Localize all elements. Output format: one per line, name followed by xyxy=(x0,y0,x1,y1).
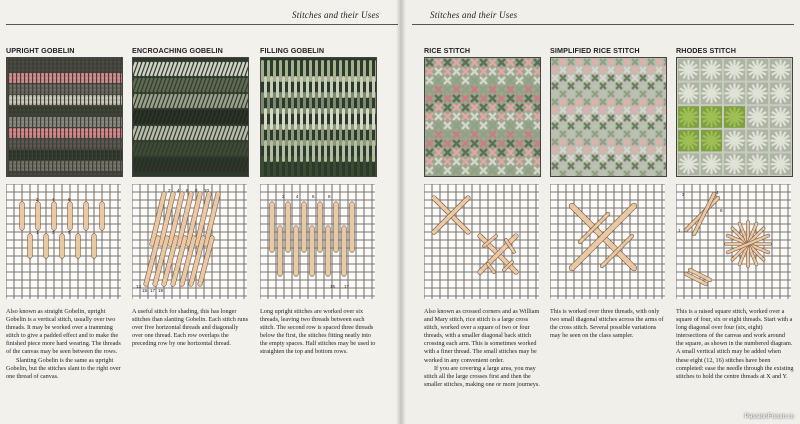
rice-stitch-diagram xyxy=(424,184,539,299)
svg-text:4: 4 xyxy=(296,194,299,199)
svg-text:8: 8 xyxy=(195,188,198,193)
right-running-head: Stitches and their Uses xyxy=(430,10,518,20)
encroaching-gobelin-swatch-image xyxy=(132,57,249,177)
left-running-head: Stitches and their Uses xyxy=(292,10,380,20)
upright-gobelin-diagram xyxy=(6,184,121,299)
svg-text:5: 5 xyxy=(68,230,71,235)
svg-text:3: 3 xyxy=(52,230,55,235)
svg-text:19: 19 xyxy=(158,288,164,293)
stitch-description xyxy=(132,308,250,348)
left-header-rule xyxy=(6,24,398,25)
stitch-description xyxy=(6,308,124,381)
svg-text:2: 2 xyxy=(168,188,171,193)
description-paragraph: Long upright stitches are worked over six threads, leaving two threads between each stitch. The second row is spaced three threads below the first, the stitches fitting neatly into the empty spaces. Half stitches may be used to straighten the top and bottom rows. xyxy=(260,308,376,356)
simplified-rice-stitch-swatch-image xyxy=(550,57,667,177)
svg-text:6: 6 xyxy=(312,194,315,199)
svg-text:4: 4 xyxy=(716,190,719,195)
encroaching-gobelin-diagram xyxy=(132,184,247,299)
watermark-text: PassionForum.ru xyxy=(744,413,794,420)
description-paragraph-2: Slanting Gobelin is the same as upright Gobelin, but the stitches slant to the right over one thread of canvas. xyxy=(6,356,121,380)
svg-text:15: 15 xyxy=(142,288,148,293)
stitch-description xyxy=(424,308,542,389)
filling-gobelin-column xyxy=(260,46,390,424)
stitch-description xyxy=(550,308,668,340)
stitch-title: RHODES STITCH xyxy=(676,46,737,55)
simplified-rice-stitch-diagram xyxy=(550,184,665,299)
stitch-description xyxy=(260,308,378,357)
svg-text:6: 6 xyxy=(68,197,71,202)
svg-text:15: 15 xyxy=(330,284,336,289)
rhodes-stitch-swatch-image xyxy=(676,57,793,177)
stitch-description xyxy=(676,308,794,381)
description-paragraph: Also known as crossed corners and as William and Mary stitch, rice stitch is a large cross stitch, worked over a square of two or four threads, with a smaller diagonal back stitch crossing each arm. This is sometimes worked with a finer thread. The small stitches may be worked in any convenient order. xyxy=(424,308,540,364)
stitch-title: FILLING GOBELIN xyxy=(260,46,325,55)
rice-stitch-swatch-image xyxy=(424,57,541,177)
rhodes-stitch-column xyxy=(676,46,796,424)
rice-stitch-column xyxy=(424,46,544,424)
description-paragraph: This is a raised square stitch, worked over a square of four, six or eight threads. Start with a long diagonal over four (six, eight) intersections of the canvas and work around the square, as shown in the numbered diagram. A small vertical stitch may be added when these eight (12, 16) stitches have been completed: ease the needle through the existing stitches to hold the centre threads at X and Y. xyxy=(676,308,794,380)
right-page xyxy=(400,0,800,424)
right-header-rule xyxy=(412,24,794,25)
svg-text:1: 1 xyxy=(678,228,681,233)
svg-text:8: 8 xyxy=(328,194,331,199)
stitch-title: RICE STITCH xyxy=(424,46,471,55)
simplified-rice-stitch-column xyxy=(550,46,670,424)
svg-text:2: 2 xyxy=(36,197,39,202)
stitch-title: UPRIGHT GOBELIN xyxy=(6,46,75,55)
description-paragraph: This is worked over three threads, with only two small diagonal stitches across the arms of the cross stitch. Several possible variations may be seen on the class sampler. xyxy=(550,308,664,340)
description-paragraph-2: If you are covering a large area, you may stitch all the large crosses first and then the smaller stitches, making one or more journeys. xyxy=(424,364,540,388)
book-gutter-shadow xyxy=(396,0,406,424)
svg-text:6: 6 xyxy=(186,188,189,193)
upright-gobelin-swatch-image xyxy=(6,57,123,177)
stitch-title: ENCROACHING GOBELIN xyxy=(132,46,223,55)
svg-text:10: 10 xyxy=(204,188,210,193)
upright-gobelin-column xyxy=(6,46,126,424)
encroaching-gobelin-column xyxy=(132,46,252,424)
svg-text:2: 2 xyxy=(682,192,685,197)
svg-text:4: 4 xyxy=(52,197,55,202)
svg-text:4: 4 xyxy=(177,188,180,193)
stitch-title: SIMPLIFIED RICE STITCH xyxy=(550,46,640,55)
filling-gobelin-swatch-image xyxy=(260,57,377,177)
description-paragraph: Also known as straight Gobelin, upright Gobelin is a vertical stitch, usually over two threads. It may be worked over a tramming stitch to give a padded effect and to make the finished piece more hard wearing. The threads of the canvas may be seen between the rows. xyxy=(6,308,121,356)
svg-text:13: 13 xyxy=(136,284,142,289)
description-paragraph: A useful stitch for shading, this has longer stitches than slanting Gobelin. Each stitch runs over five horizontal threads and diagonally over one thread. Each row overlaps the preceding row by one horizontal thread. xyxy=(132,308,248,348)
svg-text:17: 17 xyxy=(344,284,350,289)
svg-text:1: 1 xyxy=(36,230,39,235)
svg-text:17: 17 xyxy=(150,288,156,293)
rhodes-stitch-diagram xyxy=(676,184,791,299)
svg-text:2: 2 xyxy=(282,194,285,199)
svg-text:6: 6 xyxy=(720,208,723,213)
filling-gobelin-diagram xyxy=(260,184,375,299)
